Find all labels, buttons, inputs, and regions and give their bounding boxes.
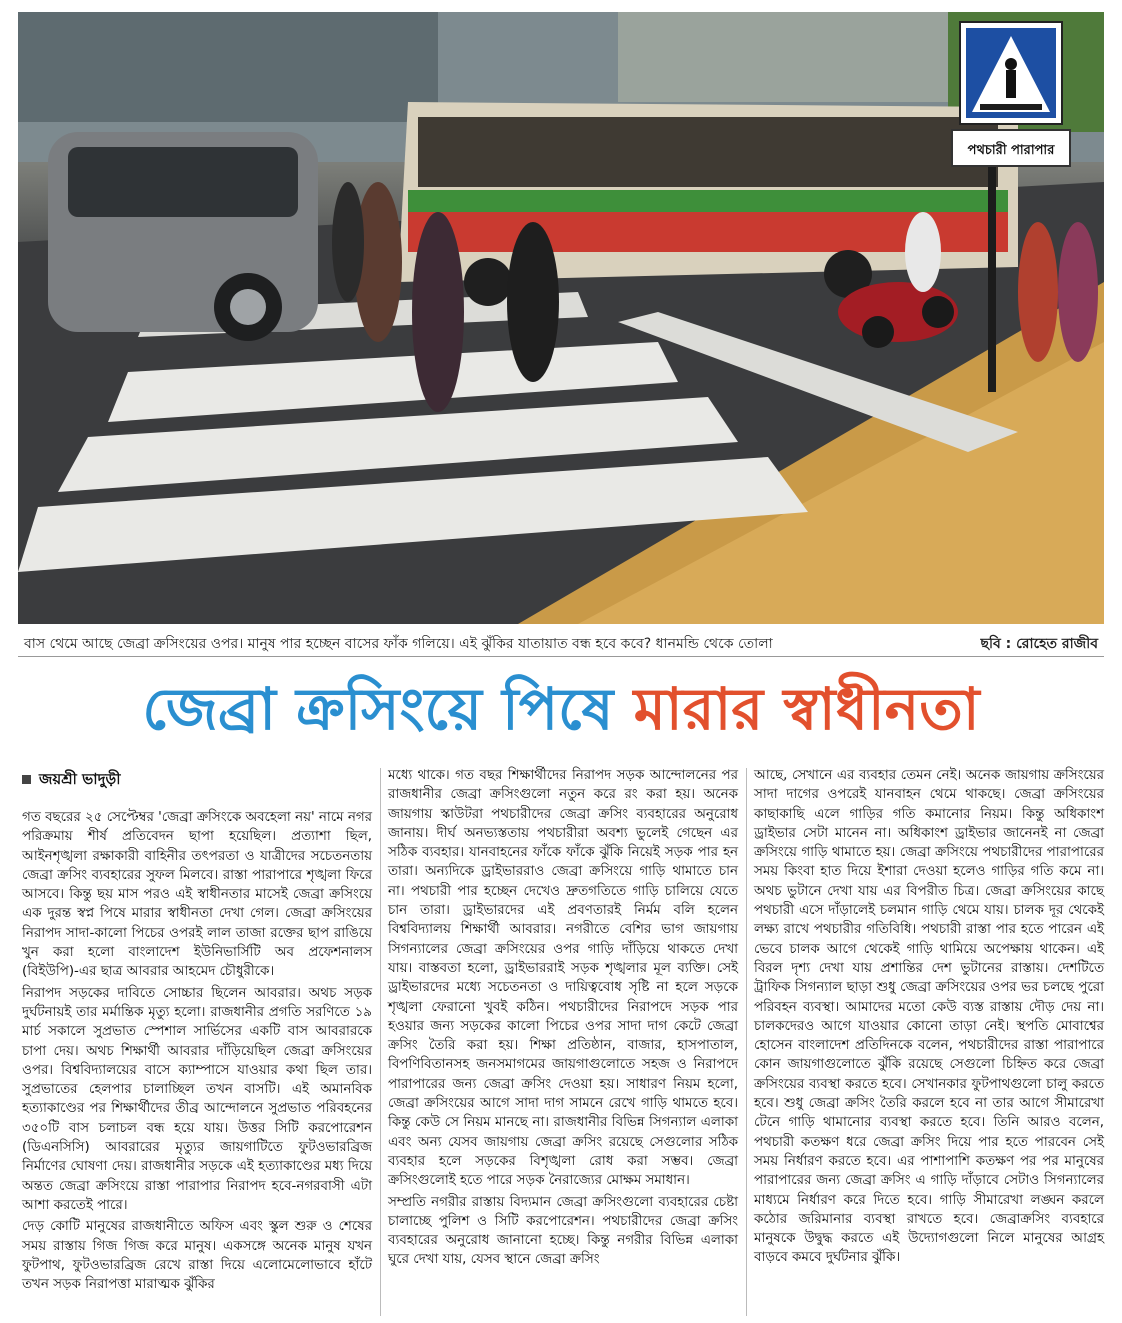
column-divider: [380, 768, 381, 1316]
news-photo: [18, 12, 1104, 624]
author-name: জয়শ্রী ভাদুড়ী: [39, 770, 121, 788]
byline: [22, 768, 121, 793]
photo-illustration: [18, 12, 1104, 624]
paragraph: সম্প্রতি নগরীর রাস্তায় বিদ্যমান জেব্রা ক্রসিংগুলো ব্যবহারের চেষ্টা চালাচ্ছে পুলিশ ও সিটি করপোরেশন। পথচারীদের জেব্রা ক্রসিং ব্যবহারের অনুরোধ জানানো হচ্ছে। কিন্তু নগরীর বিভিন্ন এলাকা ঘুরে দেখা যায়, যেসব স্থানে জেব্রা ক্রসিং: [388, 1194, 738, 1268]
headline-part-1: জেব্রা ক্রসিংয়ে পিষে: [142, 675, 634, 743]
article-column-2: [388, 766, 738, 1272]
byline-bullet-icon: [22, 775, 31, 784]
crossing-sign-text: পথচারী পারাপার: [967, 143, 1055, 158]
photo-credit: ছবি : রোহেত রাজীব: [980, 636, 1098, 652]
article-column-3: [754, 766, 1104, 1270]
photo-caption: বাস থেমে আছে জেব্রা ক্রসিংয়ের ওপর। মানুষ পার হচ্ছেন বাসের ফাঁক গলিয়ে। এই ঝুঁকির যাতায়াত বন্ধ হবে কবে? ধানমন্ডি থেকে তোলা: [24, 636, 773, 652]
article-column-1: [22, 808, 372, 1296]
paragraph: মধ্যে থাকে। গত বছর শিক্ষার্থীদের নিরাপদ সড়ক আন্দোলনের পর রাজধানীর জেব্রা ক্রসিংগুলো নতুন করে রং করা হয়। অনেক জায়গায় স্কাউটরা পথচারীদের জেব্রা ক্রসিং ব্যবহারের অনুরোধ জানায়। দীর্ঘ অনভ্যস্ততায় পথচারীরা অবশ্য ভুলেই গেছেন এর সঠিক ব্যবহার। যানবাহনের ফাঁকে ফাঁকে ঝুঁকি নিয়েই সড়ক পার হন তারা। অন্যদিকে ড্রাইভাররাও জেব্রা ক্রসিংয়ে গাড়ি থামাতে চান না। পথচারী পার হচ্ছেন দেখেও দ্রুতগতিতে গাড়ি চালিয়ে যেতে চান তারা। ড্রাইভারদের এই প্রবণতারই নির্মম বলি হলেন বিশ্ববিদ্যালয় শিক্ষার্থী আবরার। নগরীতে বেশির ভাগ জায়গায় সিগন্যালের জেব্রা ক্রসিংয়ের ওপর গাড়ি দাঁড়িয়ে থাকতে দেখা যায়। বাস্তবতা হলো, ড্রাইভাররাই সড়ক শৃঙ্খলার মূল ব্যক্তি। সেই ড্রাইভারদের মধ্যে সচেতনতা ও দায়িত্ববোধ সৃষ্টি না হলে সড়কে শৃঙ্খলা ফেরানো খুবই কঠিন। পথচারীদের নিরাপদে সড়ক পার হওয়ার জন্য সড়কের কালো পিচের ওপর সাদা দাগ কেটে জেব্রা ক্রসিং তৈরি করা হয়। শিক্ষা প্রতিষ্ঠান, বাজার, হাসপাতাল, বিপণিবিতানসহ জনসমাগমের জায়গাগুলোতে সহজ ও নিরাপদে পারাপারের জন্য জেব্রা ক্রসিং দেওয়া হয়। সাধারণ নিয়ম হলো, জেব্রা ক্রসিংয়ের আগে সাদা দাগ সামনে রেখে গাড়ি থামতে হবে। কিন্তু কেউ সে নিয়ম মানছে না। রাজধানীর বিভিন্ন সিগন্যাল এলাকা এবং অন্য যেসব জায়গায় জেব্রা ক্রসিং রয়েছে সেগুলোর সঠিক ব্যবহার হলে সড়কের বিশৃঙ্খলা রোধ করা সম্ভব। জেব্রা ক্রসিংগুলোই হতে পারে সড়ক নৈরাজ্যের মোক্ষম সমাধান।: [388, 768, 738, 1189]
paragraph: আছে, সেখানে এর ব্যবহার তেমন নেই। অনেক জায়গায় ক্রসিংয়ের সাদা দাগের ওপরেই যানবাহন থেমে থাকছে। জেব্রা ক্রসিংয়ের কাছাকাছি এলে গাড়ির গতি কমানোর নিয়ম। কিন্তু অধিকাংশ ড্রাইভার সেটা মানেন না। অধিকাংশ ড্রাইভার জানেনই না জেব্রা ক্রসিংয়ে গাড়ি থামাতে হয়। জেব্রা ক্রসিংয়ে পথচারীদের পারাপারের সময় কিংবা হাত দিয়ে ইশারা দেওয়া হলেও গাড়ির গতি কমে না। অথচ ভুটানে দেখা যায় এর বিপরীত চিত্র। জেব্রা ক্রসিংয়ের কাছে পথচারী এসে দাঁড়ালেই চলমান গাড়ি থেমে যায়। চালক দূর থেকেই লক্ষ্য রাখে পথচারীর গতিবিধি। পথচারী রাস্তা পার হতে পারেন এই ভেবে চালক আগে থেকেই গাড়ি থামিয়ে অপেক্ষায় থাকেন। এই বিরল দৃশ্য দেখা যায় প্রশান্তির দেশ ভুটানের রাস্তায়। দেশটিতে ট্রাফিক সিগন্যাল ছাড়া শুধু জেব্রা ক্রসিংয়ের ওপর ভর চলছে পুরো পরিবহন ব্যবস্থা। আমাদের মতো কেউ ব্যস্ত রাস্তায় দৌড় দেয় না। চালকদেরও আগে যাওয়ার কোনো তাড়া নেই। স্থপতি মোবাশ্বের হোসেন বাংলাদেশ প্রতিদিনকে বলেন, পথচারীদের রাস্তা পারাপারে কোন জায়গাগুলোতে ঝুঁকি রয়েছে সেগুলো চিহ্নিত করে জেব্রা ক্রসিংয়ের ব্যবস্থা করতে হবে। সেখানকার ফুটপাথগুলো চালু করতে হবে। শুধু জেব্রা ক্রসিং তৈরি করলে হবে না তার আগে সীমারেখা টেনে গাড়ি থামানোর ব্যবস্থা করতে হবে। তিনি আরও বলেন, পথচারী কতক্ষণ ধরে জেব্রা ক্রসিং দিয়ে পার হতে পারবেন সেই সময় নির্ধারণ করতে হবে। এর পাশাপাশি কতক্ষণ পর পর মানুষের পারাপারের জন্য জেব্রা ক্রসিং এ গাড়ি দাঁড়াবে সেটাও সিগন্যালের মাধ্যমে নির্ধারণ করে দিতে হবে। গাড়ি সীমারেখা লঙ্ঘন করলে কঠোর জরিমানার ব্যবস্থা রাখতে হবে। জেব্রাক্রসিং ব্যবহারে মানুষকে উদ্বুদ্ধ করতে এই উদ্যোগগুলো নিলে মানুষের আগ্রহ বাড়বে কমবে দুর্ঘটনার ঝুঁকি।: [754, 768, 1104, 1266]
paragraph: নিরাপদ সড়কের দাবিতে সোচ্চার ছিলেন আবরার। অথচ সড়ক দুর্ঘটনায়ই তার মর্মান্তিক মৃত্যু হলো। রাজধানীর প্রগতি সরণিতে ১৯ মার্চ সকালে সুপ্রভাত স্পেশাল সার্ভিসের একটি বাস আবরারকে চাপা দেয়। অথচ শিক্ষার্থী আবরার দাঁড়িয়েছিল জেব্রা ক্রসিংয়ের ওপর। বিশ্ববিদ্যালয়ের বাসে ক্যাম্পাসে যাওয়ার কথা ছিল তার। সুপ্রভাতের হেলপার চালাচ্ছিল তখন বাসটি। এই অমানবিক হত্যাকাণ্ডের পর শিক্ষার্থীদের তীব্র আন্দোলনে সুপ্রভাত পরিবহনের ৩৫০টি বাস চলাচল বন্ধ হয়ে যায়। উত্তর সিটি করপোরেশন (ডিএনসিসি) আবরারের মৃত্যুর জায়গাটিতে ফুটওভারব্রিজ নির্মাণের ঘোষণা দেয়। রাজধানীর সড়কে এই হত্যাকাণ্ডের মধ্য দিয়ে অন্তত জেব্রা ক্রসিংয়ে রাস্তা পারাপার নিরাপদ হবে-নগরবাসী এটা আশা করতেই পারে।: [22, 985, 372, 1213]
paragraph: দেড় কোটি মানুষের রাজধানীতে অফিস এবং স্কুল শুরু ও শেষের সময় রাস্তায় গিজ গিজ করে মানুষ। একসঙ্গে অনেক মানুষ যখন ফুটপাথ, ফুটওভারব্রিজ রেখে রাস্তা দিয়ে এলোমেলোভাবে হাঁটে তখন সড়ক নিরাপত্তা মারাত্মক ঝুঁকির: [22, 1219, 372, 1293]
column-divider: [746, 768, 747, 1316]
caption-bar: [18, 628, 1104, 657]
headline: [18, 664, 1104, 754]
paragraph: গত বছরের ২৫ সেপ্টেম্বর 'জেব্রা ক্রসিংকে অবহেলা নয়' নামে নগর পরিক্রমায় শীর্ষ প্রতিবেদন ছাপা হয়েছিল। প্রত্যাশা ছিল, আইনশৃঙ্খলা রক্ষাকারী বাহিনীর তৎপরতা ও যাত্রীদের সচেতনতায় জেব্রা ক্রসিং ব্যবহারের সুফল মিলবে। রাস্তা পারাপারে শৃঙ্খলা ফিরে আসবে। কিন্তু ছয় মাস পরও এই স্বাধীনতার মাসেই জেব্রা ক্রসিংয়ে এক দুরন্ত স্বপ্ন পিষে মারার স্বাধীনতা দেখা গেল। জেব্রা ক্রসিংয়ের নিরাপদ সাদা-কালো পিচের ওপরই লাল তাজা রক্তের ছাপ রাঙিয়ে খুন করা হলো বাংলাদেশ ইউনিভার্সিটি অব প্রফেশনালস (বিইউপি)-এর ছাত্র আবরার আহমেদ চৌধুরীকে।: [22, 810, 372, 980]
headline-part-2: মারার স্বাধীনতা: [633, 675, 980, 743]
